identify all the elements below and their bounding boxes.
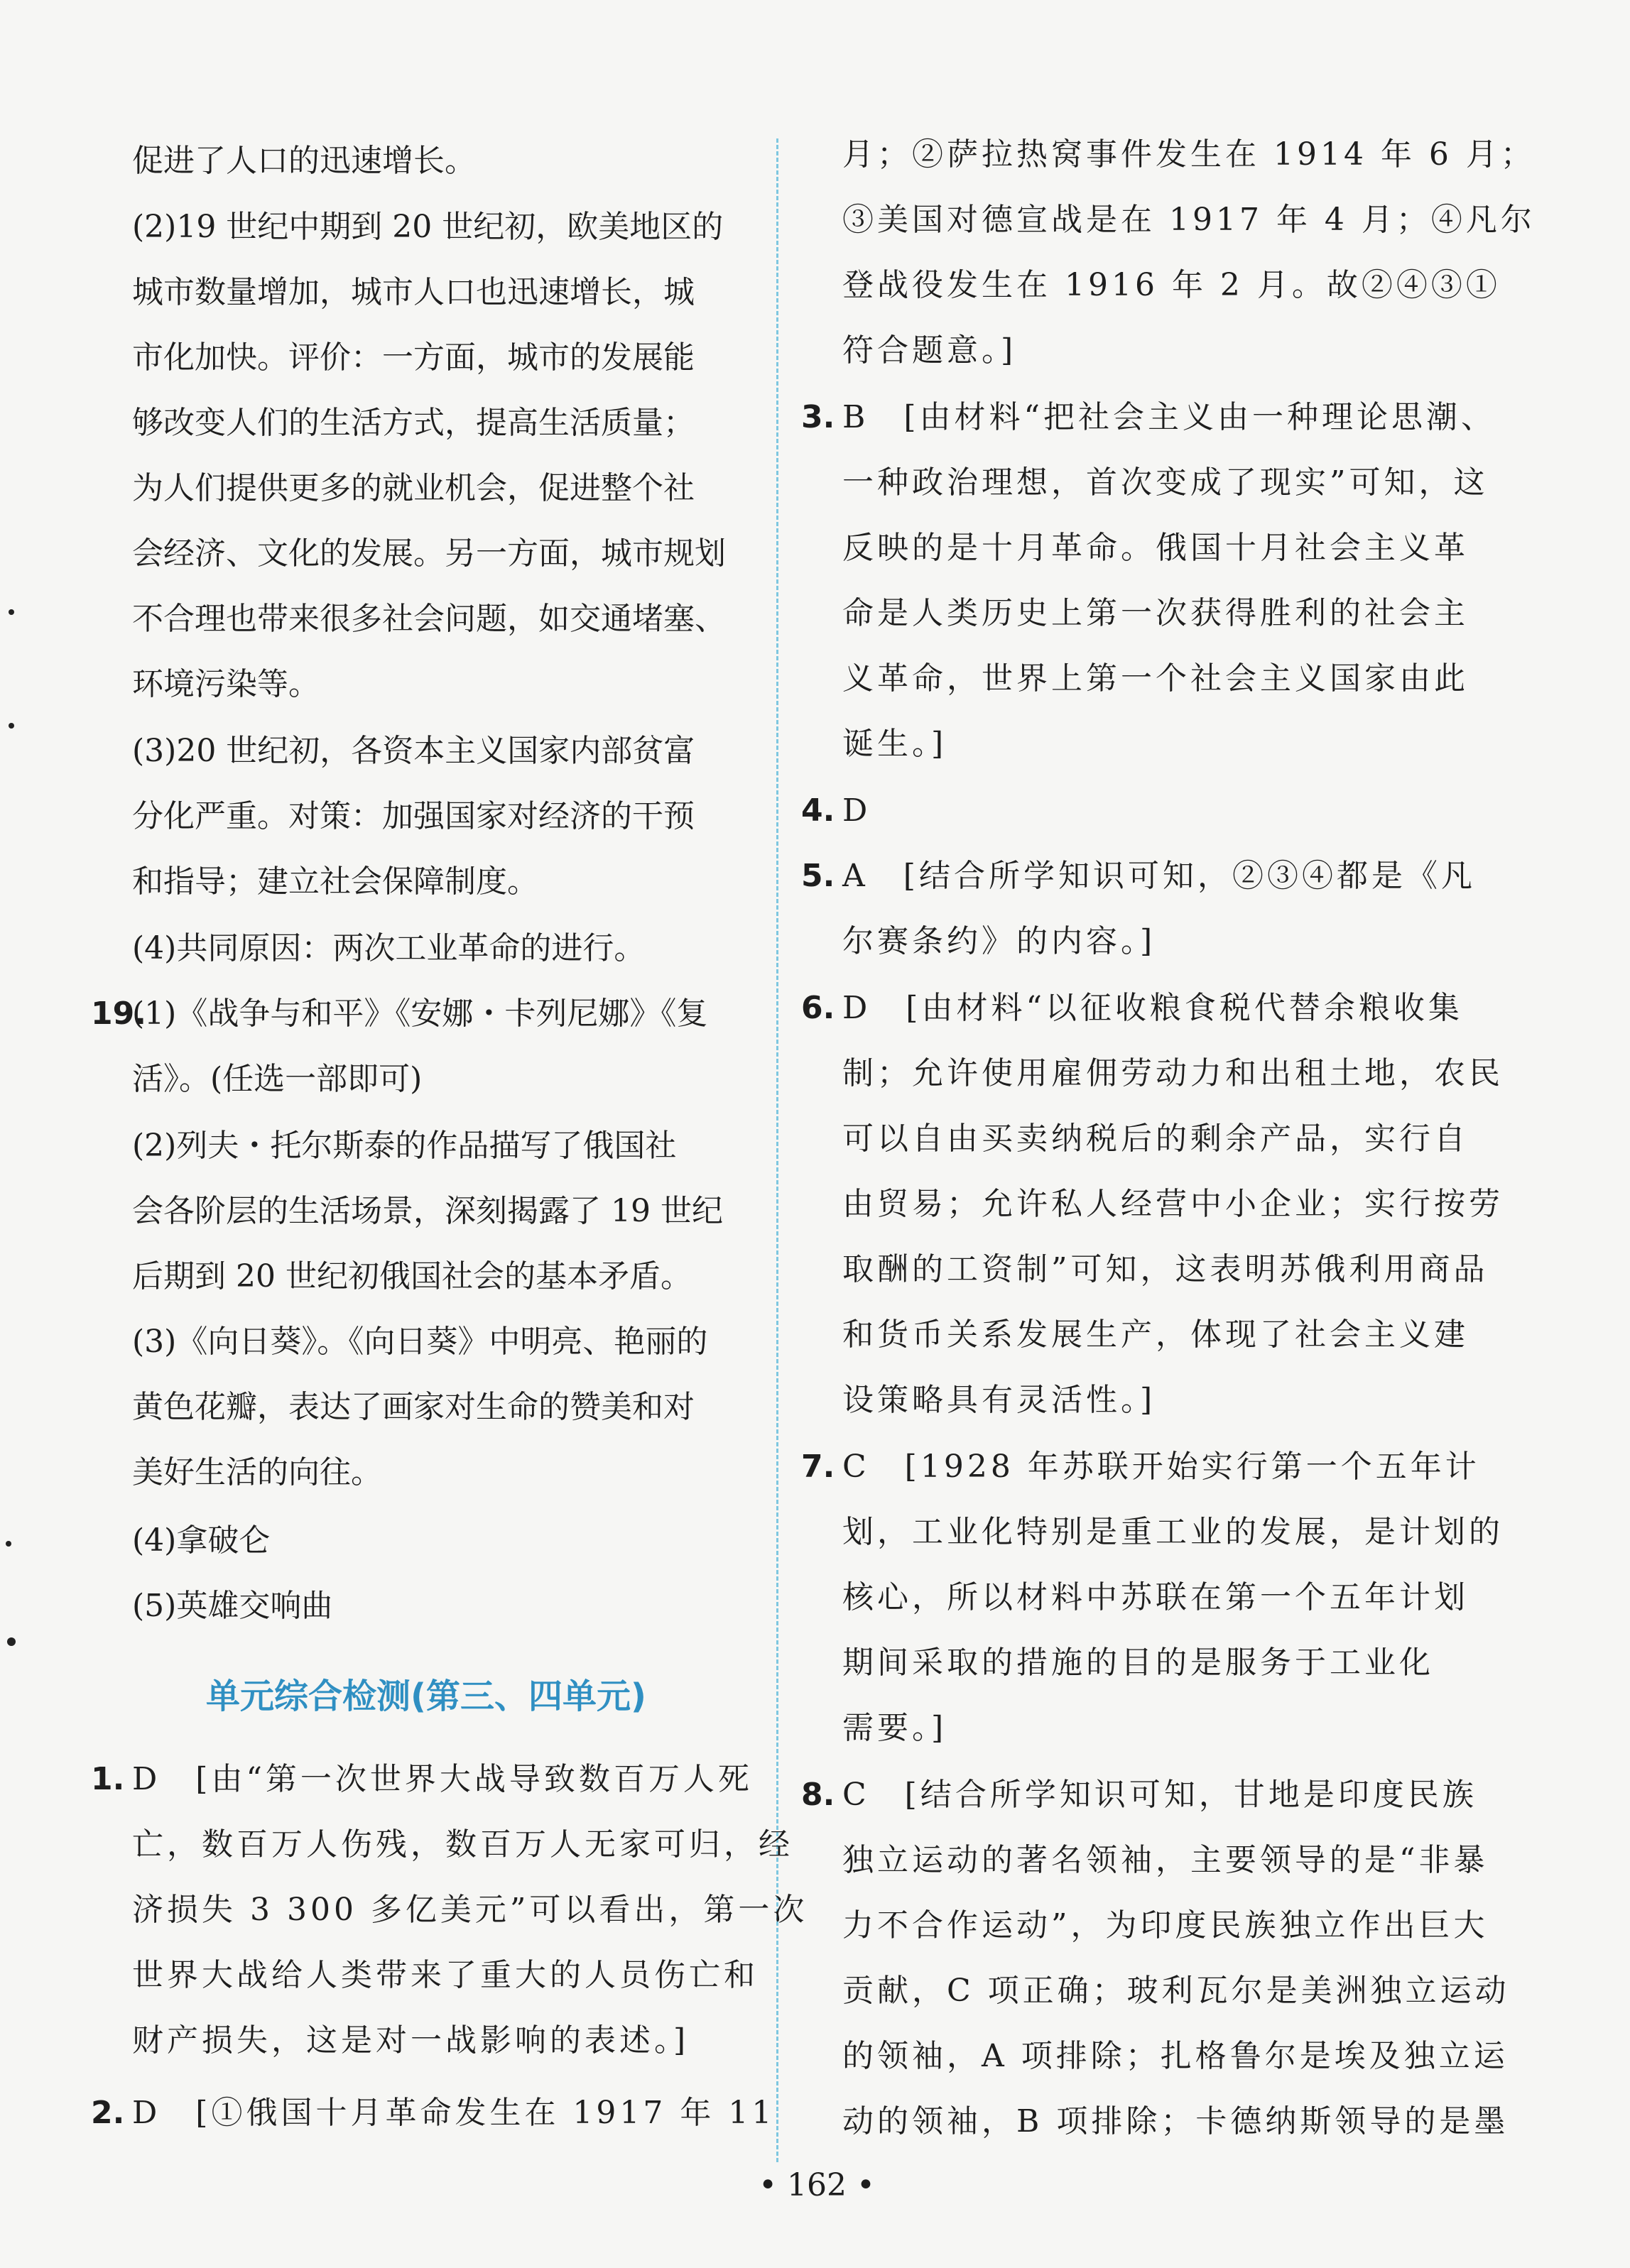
text-line: 诞生。] [842,726,947,762]
scan-speck [9,609,14,615]
answer-8: C [结合所学知识可知，甘地是印度民族 [842,1777,1477,1813]
text-line: (2)19 世纪中期到 20 世纪初，欧美地区的 [132,209,724,245]
text-line: (3)20 世纪初，各资本主义国家内部贫富 [132,733,695,769]
question-number: 3. [801,399,835,435]
text-line: 环境污染等。 [132,666,320,702]
text-line: 亡，数百万人伤残，数百万人无家可归，经 [132,1826,793,1863]
answer-3: B [由材料“把社会主义由一种理论思潮、 [842,399,1496,435]
text-line: 城市数量增加，城市人口也迅速增长，城 [132,274,695,310]
text-line: 登战役发生在 1916 年 2 月。故②④③① [842,267,1501,303]
question-number: 1. [91,1761,125,1797]
text-line: 美好生活的向往。 [132,1454,382,1490]
text-line: ③美国对德宣战是在 1917 年 4 月；④凡尔 [842,202,1536,238]
text-line: 的领袖，A 项排除；扎格鲁尔是埃及独立运 [842,2038,1509,2074]
text-line: 设策略具有灵活性。] [842,1382,1156,1418]
answer-6: D [由材料“以征收粮食税代替余粮收集 [842,990,1463,1026]
question-number: 5. [801,858,835,894]
text-line: 月；②萨拉热窝事件发生在 1914 年 6 月； [842,136,1536,173]
text-line: 核心，所以材料中苏联在第一个五年计划 [842,1579,1469,1615]
text-line: 命是人类历史上第一次获得胜利的社会主 [842,595,1469,631]
question-number: 2. [91,2095,125,2131]
answer-1: D [由“第一次世界大战导致数百万人死 [132,1761,753,1797]
text-line: 可以自由买卖纳税后的剩余产品，实行自 [842,1121,1469,1157]
text-line: 财产损失，这是对一战影响的表述。] [132,2022,690,2059]
answer-4: D [842,792,871,829]
text-line: 义革命，世界上第一个社会主义国家由此 [842,660,1469,697]
text-line: 济损失 3 300 多亿美元”可以看出，第一次 [132,1892,808,1928]
text-line: 取酬的工资制”可知，这表明苏俄利用商品 [842,1251,1489,1287]
text-line: 贡献，C 项正确；玻利瓦尔是美洲独立运动 [842,1973,1510,2009]
text-line: 黄色花瓣，表达了画家对生命的赞美和对 [132,1389,695,1425]
text-line: 尔赛条约》的内容。] [842,923,1156,959]
text-line: 期间采取的措施的目的是服务于工业化 [842,1645,1434,1681]
text-line: 世界大战给人类带来了重大的人员伤亡和 [132,1957,759,1993]
text-line: 为人们提供更多的就业机会，促进整个社 [132,470,695,506]
text-line: (3)《向日葵》。《向日葵》中明亮、艳丽的 [132,1324,708,1360]
scan-speck [9,723,14,729]
text-line: 反映的是十月革命。俄国十月社会主义革 [842,530,1469,566]
scan-speck [6,1541,11,1547]
text-line: (4)共同原因：两次工业革命的进行。 [132,930,646,966]
text-line: 分化严重。对策：加强国家对经济的干预 [132,798,695,834]
section-title: 单元综合检测(第三、四单元) [206,1677,646,1716]
answer-5: A [结合所学知识可知，②③④都是《凡 [842,858,1476,894]
text-line: 后期到 20 世纪初俄国社会的基本矛盾。 [132,1258,692,1294]
text-line: 会各阶层的生活场景，深刻揭露了 19 世纪 [132,1193,723,1229]
text-line: 由贸易；允许私人经营中小企业；实行按劳 [842,1186,1504,1222]
text-line: 动的领袖，B 项排除；卡德纳斯领导的是墨 [842,2103,1509,2139]
page-number: • 162 • [759,2167,875,2203]
text-line: 符合题意。] [842,332,1017,369]
text-line: 和指导；建立社会保障制度。 [132,863,538,900]
text-line: 活》。(任选一部即可) [132,1061,423,1097]
question-number: 19. [91,996,146,1032]
text-line: (5)英雄交响曲 [132,1588,333,1624]
text-line: 划，工业化特别是重工业的发展，是计划的 [842,1514,1504,1550]
question-number: 7. [801,1449,835,1485]
text-line: 促进了人口的迅速增长。 [132,143,476,179]
text-line: 制；允许使用雇佣劳动力和出租土地，农民 [842,1055,1504,1091]
question-number: 6. [801,990,835,1026]
text-line: 够改变人们的生活方式，提高生活质量； [132,405,695,441]
text-line: 不合理也带来很多社会问题，如交通堵塞、 [132,601,726,637]
text-line: 需要。] [842,1710,947,1746]
text-line: 和货币关系发展生产，体现了社会主义建 [842,1316,1469,1353]
text-line: (2)列夫・托尔斯泰的作品描写了俄国社 [132,1128,677,1164]
text-line: 独立运动的著名领袖，主要领导的是“非暴 [842,1842,1489,1878]
scan-speck [7,1637,16,1646]
answer-7: C [1928 年苏联开始实行第一个五年计 [842,1449,1480,1485]
question-number: 8. [801,1777,835,1813]
question-number: 4. [801,792,835,829]
answer-2: D [①俄国十月革命发生在 1917 年 11 [132,2095,776,2131]
text-line: 力不合作运动”，为印度民族独立作出巨大 [842,1907,1489,1943]
text-line: (4)拿破仑 [132,1522,271,1559]
text-line: 会经济、文化的发展。另一方面，城市规划 [132,535,726,572]
answer-19: (1)《战争与和平》《安娜・卡列尼娜》《复 [132,996,708,1032]
text-line: 一种政治理想，首次变成了现实”可知，这 [842,464,1489,501]
text-line: 市化加快。评价：一方面，城市的发展能 [132,339,695,376]
